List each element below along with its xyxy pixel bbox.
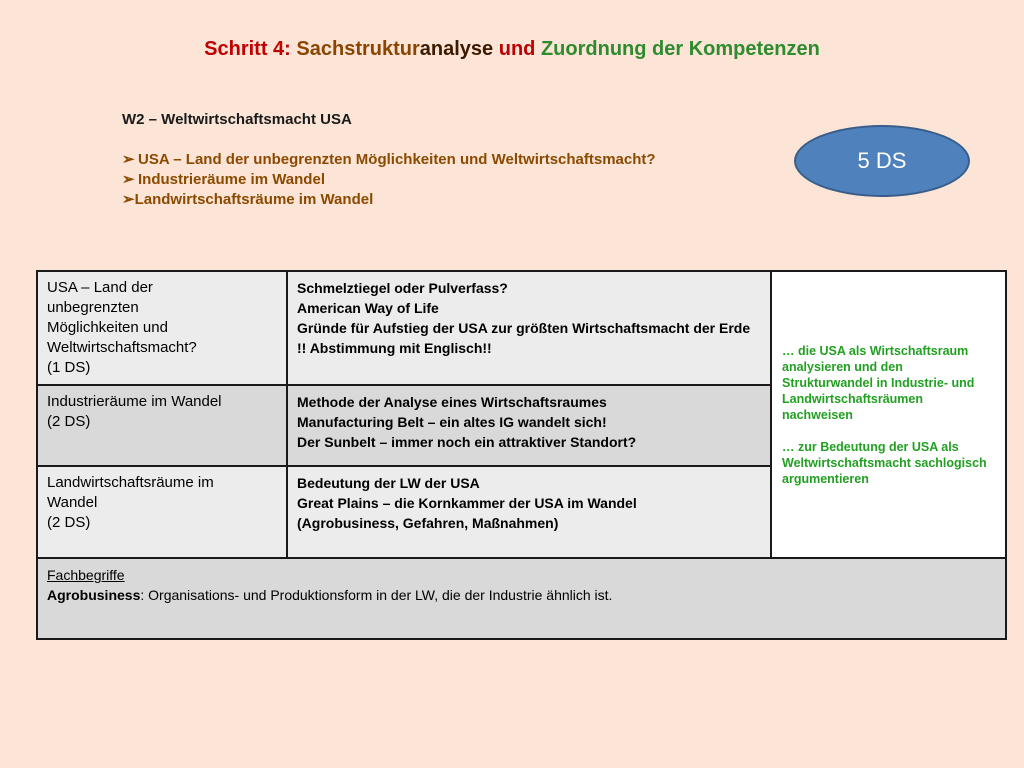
glossary-definition: : Organisations- und Produktionsform in der LW, die der Industrie ähnlich ist. — [140, 587, 613, 603]
content-cell: Bedeutung der LW der USA Great Plains – die Kornkammer der USA im Wandel (Agrobusiness, Gefahren, Maßnahmen) — [287, 466, 771, 558]
arrow-bullet-icon: ➢ — [122, 171, 135, 188]
competence-cell — [771, 271, 1006, 558]
competence-text: … zur Bedeutung der USA als Weltwirtschaftsmacht sachlogisch argumentieren — [782, 439, 987, 486]
title-analyse: analyse — [419, 38, 499, 60]
ds-count-badge: 5 DS — [794, 125, 970, 197]
intro-bullet: ➢Landwirtschaftsräume im Wandel — [122, 191, 374, 208]
slide-title — [0, 38, 1024, 61]
title-step: Schritt 4: — [204, 38, 297, 60]
arrow-bullet-icon: ➢ — [122, 151, 135, 168]
glossary-cell — [37, 558, 1006, 639]
intro-block — [122, 110, 762, 210]
competence-text: … die USA als Wirtschaftsraum analysieren und den Strukturwandel in Industrie- und Landwirtschaftsräumen nachweisen — [782, 343, 975, 422]
intro-subtitle: W2 – Weltwirtschaftsmacht USA — [122, 111, 352, 128]
content-cell: Methode der Analyse eines Wirtschaftsraumes Manufacturing Belt – ein altes IG wandelt sich! Der Sunbelt – immer noch ein attraktiver Standort? — [287, 385, 771, 466]
title-und: und — [498, 38, 541, 60]
glossary-term: Agrobusiness — [47, 587, 141, 603]
glossary-heading: Fachbegriffe — [47, 567, 125, 583]
content-cell: Schmelztiegel oder Pulverfass? American Way of Life Gründe für Aufstieg der USA zur größten Wirtschaftsmacht der Erde !! Abstimmung mit Englisch!! — [287, 271, 771, 385]
glossary-entry — [47, 585, 996, 605]
table-row — [37, 271, 1006, 385]
intro-bullet: ➢ Industrieräume im Wandel — [122, 171, 325, 188]
intro-bullet: ➢ USA – Land der unbegrenzten Möglichkeiten und Weltwirtschaftsmacht? — [122, 151, 656, 168]
topic-cell: Landwirtschaftsräume im Wandel (2 DS) — [37, 466, 287, 558]
structure-table — [36, 270, 1007, 640]
arrow-bullet-icon: ➢ — [122, 191, 135, 208]
glossary-row — [37, 558, 1006, 639]
topic-cell: Industrieräume im Wandel (2 DS) — [37, 385, 287, 466]
topic-cell: USA – Land der unbegrenzten Möglichkeiten und Weltwirtschaftsmacht? (1 DS) — [37, 271, 287, 385]
title-kompetenzen: Zuordnung der Kompetenzen — [540, 38, 820, 60]
title-sachstruktur: Sachstruktur — [296, 38, 420, 60]
